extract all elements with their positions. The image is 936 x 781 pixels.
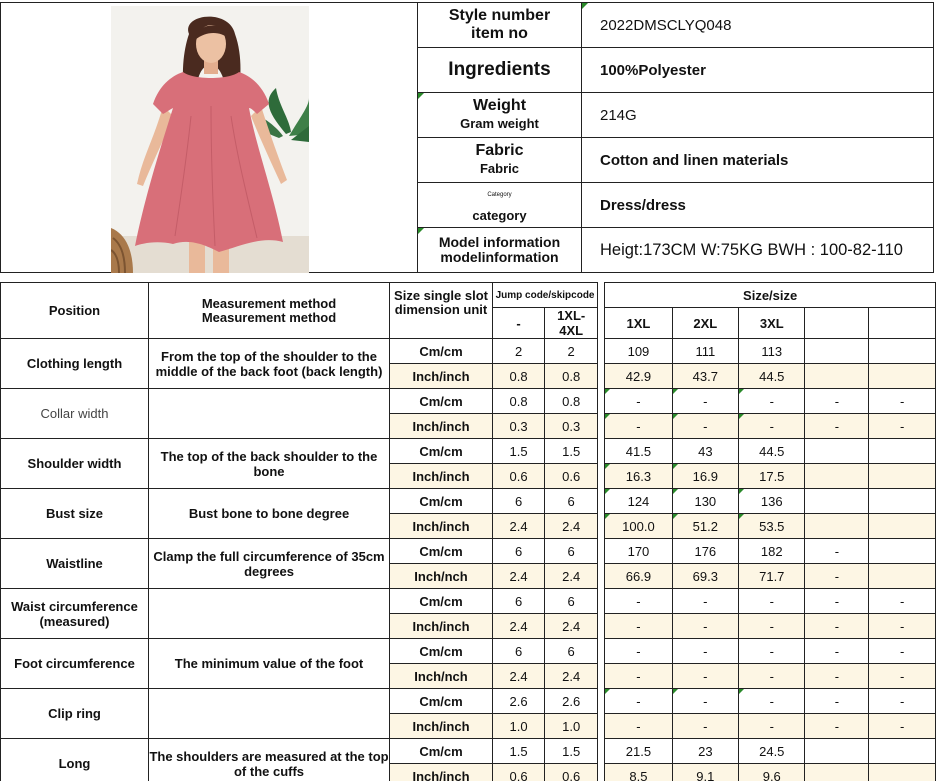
value-cell: 1.5 [545,439,598,464]
value-cell: 8.5 [605,764,672,781]
value-cell: 0.6 [545,464,598,489]
value-cell: - [739,714,805,739]
measurement-method-cell [148,689,389,739]
value-cell: 69.3 [672,564,738,589]
value-cell: - [869,589,936,614]
ingredients-label: Ingredients [418,48,582,93]
position-header: Position [1,283,149,339]
size-row-5-cm [1,539,936,564]
size-1xl-header: 1XL [605,308,672,339]
column-gap [598,339,605,364]
value-cell: - [869,689,936,714]
value-cell: 0.6 [492,764,544,781]
value-cell: - [805,714,869,739]
info-row-style [418,3,934,48]
value-cell [869,464,936,489]
value-cell: - [805,639,869,664]
column-gap [598,564,605,589]
value-cell: 2.4 [545,564,598,589]
info-row-category [418,183,934,228]
value-cell: 2 [545,339,598,364]
measurement-method-cell: Bust bone to bone degree [148,489,389,539]
value-cell [869,339,936,364]
size-header-row-1 [1,283,936,308]
info-row-fabric [418,138,934,183]
value-cell: 21.5 [605,739,672,764]
position-cell: Clothing length [1,339,149,389]
unit-header [390,283,493,339]
position-cell: Clip ring [1,689,149,739]
size-row-8-cm [1,689,936,714]
value-cell [805,764,869,781]
value-cell: 100.0 [605,514,672,539]
position-cell: Shoulder width [1,439,149,489]
fabric-label [418,138,582,183]
column-gap [598,489,605,514]
value-cell: 6 [545,589,598,614]
value-cell: - [805,689,869,714]
value-cell: 6 [545,489,598,514]
size-row-9-cm [1,739,936,764]
measurement-method-cell: The shoulders are measured at the top of the cuffs [148,739,389,781]
cm-unit-cell: Cm/cm [390,689,493,714]
size-row-7-cm [1,639,936,664]
weight-label [418,93,582,138]
value-cell: 23 [672,739,738,764]
value-cell: - [605,389,672,414]
value-cell: 182 [739,539,805,564]
size-3xl-header: 3XL [739,308,805,339]
position-cell: Collar width [1,389,149,439]
column-gap [598,364,605,389]
value-cell [805,364,869,389]
value-cell: 16.3 [605,464,672,489]
value-cell: 71.7 [739,564,805,589]
value-cell: 109 [605,339,672,364]
size-row-3-cm [1,439,936,464]
value-cell: 2.4 [492,564,544,589]
weight-sub-text: Gram weight [460,116,539,131]
value-cell: 6 [492,489,544,514]
value-cell: 24.5 [739,739,805,764]
size-row-4-cm [1,489,936,514]
value-cell: 6 [492,539,544,564]
size-row-1-cm [1,339,936,364]
value-cell: 6 [492,589,544,614]
size-chart-table [0,282,936,781]
method-header-line2: Measurement method [201,309,337,325]
inch-unit-cell: Inch/inch [390,614,493,639]
cm-unit-cell: Cm/cm [390,739,493,764]
value-cell: 176 [672,539,738,564]
column-gap [598,689,605,714]
value-cell: - [672,614,738,639]
value-cell [805,739,869,764]
value-cell: - [672,389,738,414]
value-cell [869,439,936,464]
value-cell: 0.6 [545,764,598,781]
cm-unit-cell: Cm/cm [390,389,493,414]
category-label [418,183,582,228]
measurement-method-cell: Clamp the full circumference of 35cm degrees [148,539,389,589]
value-cell: 43 [672,439,738,464]
column-gap [598,614,605,639]
value-cell: 124 [605,489,672,514]
model-photo [111,6,309,273]
column-gap [598,514,605,539]
cm-unit-cell: Cm/cm [390,639,493,664]
value-cell: 2.6 [492,689,544,714]
value-cell: 0.8 [545,389,598,414]
category-value: Dress/dress [582,183,934,228]
value-cell: 1.5 [545,739,598,764]
value-cell [869,764,936,781]
value-cell: - [739,389,805,414]
method-header-line1: Measurement method [201,295,337,311]
value-cell: 113 [739,339,805,364]
value-cell: 0.8 [545,364,598,389]
inch-unit-cell: Inch/inch [390,514,493,539]
value-cell: 9.1 [672,764,738,781]
column-gap [598,464,605,489]
product-info-table [417,2,934,273]
position-cell: Foot circumference [1,639,149,689]
value-cell: 16.9 [672,464,738,489]
value-cell: 2 [492,339,544,364]
value-cell: 9.6 [739,764,805,781]
value-cell: - [605,664,672,689]
value-cell [805,489,869,514]
value-cell: 136 [739,489,805,514]
value-cell: - [605,714,672,739]
column-gap [598,283,605,339]
value-cell: 1.5 [492,439,544,464]
inch-unit-cell: Inch/inch [390,714,493,739]
value-cell: - [869,714,936,739]
size-row-6-cm [1,589,936,614]
value-cell: 53.5 [739,514,805,539]
value-cell: 6 [492,639,544,664]
value-cell: - [672,414,738,439]
column-gap [598,539,605,564]
value-cell: 1.5 [492,739,544,764]
photo-cell [0,2,417,273]
value-cell: - [672,639,738,664]
fabric-label-text: Fabric [475,142,524,159]
fabric-sub-text: Fabric [479,161,519,176]
cm-unit-cell: Cm/cm [390,489,493,514]
cm-unit-cell: Cm/cm [390,589,493,614]
style-number-label [418,3,582,48]
model-info-value: Heigt:173CM W:75KG BWH : 100-82-110 [582,228,934,273]
value-cell: - [805,539,869,564]
value-cell [869,739,936,764]
cm-unit-cell: Cm/cm [390,539,493,564]
size-header: Size/size [605,283,936,308]
style-label-text: Style number [448,7,551,24]
value-cell: 2.4 [492,614,544,639]
jump-code-header: Jump code/skipcode [492,283,597,308]
ingredients-value: 100%Polyester [582,48,934,93]
value-cell [805,514,869,539]
column-gap [598,439,605,464]
jump-code-range: 1XL-4XL [545,308,598,339]
value-cell: - [805,589,869,614]
category-label-text: category [472,207,527,223]
column-gap [598,639,605,664]
inch-unit-cell: Inch/inch [390,764,493,781]
size-2xl-header: 2XL [672,308,738,339]
position-cell: Long [1,739,149,781]
size-col-5-header [869,308,936,339]
value-cell: 6 [545,639,598,664]
position-cell: Waist circumference (measured) [1,589,149,639]
measurement-method-cell [148,589,389,639]
value-cell: - [805,614,869,639]
inch-unit-cell: Inch/nch [390,664,493,689]
value-cell: - [605,614,672,639]
info-row-model [418,228,934,273]
column-gap [598,664,605,689]
value-cell: - [739,639,805,664]
model-sub-text: modelinformation [440,249,559,265]
value-cell: 17.5 [739,464,805,489]
value-cell: 130 [672,489,738,514]
product-info-section [0,0,936,275]
style-sub-text: item no [471,25,528,42]
value-cell: - [869,414,936,439]
measurement-method-cell: The minimum value of the foot [148,639,389,689]
value-cell: 2.4 [492,664,544,689]
inch-unit-cell: Inch/inch [390,464,493,489]
value-cell [869,539,936,564]
value-cell: 0.8 [492,389,544,414]
value-cell: 1.0 [492,714,544,739]
value-cell: 2.4 [545,614,598,639]
value-cell: 6 [545,539,598,564]
value-cell: - [869,389,936,414]
unit-header-line1: Size single slot [394,288,488,303]
column-gap [598,414,605,439]
value-cell: - [805,564,869,589]
value-cell: 41.5 [605,439,672,464]
value-cell: - [869,639,936,664]
value-cell [869,489,936,514]
value-cell: 111 [672,339,738,364]
value-cell: - [805,414,869,439]
value-cell [869,564,936,589]
model-info-label [418,228,582,273]
column-gap [598,714,605,739]
value-cell: - [605,689,672,714]
cm-unit-cell: Cm/cm [390,439,493,464]
value-cell: 170 [605,539,672,564]
model-label-text: Model information [438,234,561,250]
value-cell [805,439,869,464]
value-cell: - [672,689,738,714]
value-cell: - [739,614,805,639]
value-cell [805,464,869,489]
cm-unit-cell: Cm/cm [390,339,493,364]
value-cell: - [605,639,672,664]
inch-unit-cell: Inch/inch [390,414,493,439]
value-cell: - [739,664,805,689]
weight-label-text: Weight [472,97,527,114]
value-cell: 2.4 [492,514,544,539]
weight-value: 214G [582,93,934,138]
value-cell: - [739,689,805,714]
info-row-ingredients [418,48,934,93]
value-cell: 2.4 [545,514,598,539]
column-gap [598,739,605,764]
jump-code-dash: - [492,308,544,339]
column-gap [598,589,605,614]
value-cell: 0.6 [492,464,544,489]
value-cell: 51.2 [672,514,738,539]
unit-header-line2: dimension unit [394,302,488,317]
value-cell: 43.7 [672,364,738,389]
measurement-method-cell [148,389,389,439]
value-cell [869,514,936,539]
style-number-value: 2022DMSCLYQ048 [582,3,934,48]
fabric-value: Cotton and linen materials [582,138,934,183]
value-cell: - [672,589,738,614]
value-cell: - [605,414,672,439]
value-cell: - [672,664,738,689]
value-cell: - [869,664,936,689]
value-cell: - [869,614,936,639]
value-cell: 66.9 [605,564,672,589]
position-cell: Waistline [1,539,149,589]
measurement-method-cell: The top of the back shoulder to the bone [148,439,389,489]
position-cell: Bust size [1,489,149,539]
category-tiny-text: Category [487,191,512,198]
value-cell: - [805,664,869,689]
value-cell: 2.4 [545,664,598,689]
value-cell: - [805,389,869,414]
size-col-4-header [805,308,869,339]
info-row-weight [418,93,934,138]
value-cell: 2.6 [545,689,598,714]
inch-unit-cell: Inch/inch [390,364,493,389]
value-cell: 44.5 [739,439,805,464]
inch-unit-cell: Inch/nch [390,564,493,589]
model-photo-illustration [111,6,309,273]
method-header [148,283,389,339]
size-row-2-cm [1,389,936,414]
value-cell: - [672,714,738,739]
measurement-method-cell: From the top of the shoulder to the middle of the back foot (back length) [148,339,389,389]
value-cell: 0.3 [545,414,598,439]
value-cell: 1.0 [545,714,598,739]
value-cell: 0.8 [492,364,544,389]
value-cell: - [605,589,672,614]
column-gap [598,764,605,781]
value-cell [869,364,936,389]
value-cell: 0.3 [492,414,544,439]
value-cell: 44.5 [739,364,805,389]
value-cell: - [739,589,805,614]
value-cell [805,339,869,364]
value-cell: 42.9 [605,364,672,389]
column-gap [598,389,605,414]
value-cell: - [739,414,805,439]
